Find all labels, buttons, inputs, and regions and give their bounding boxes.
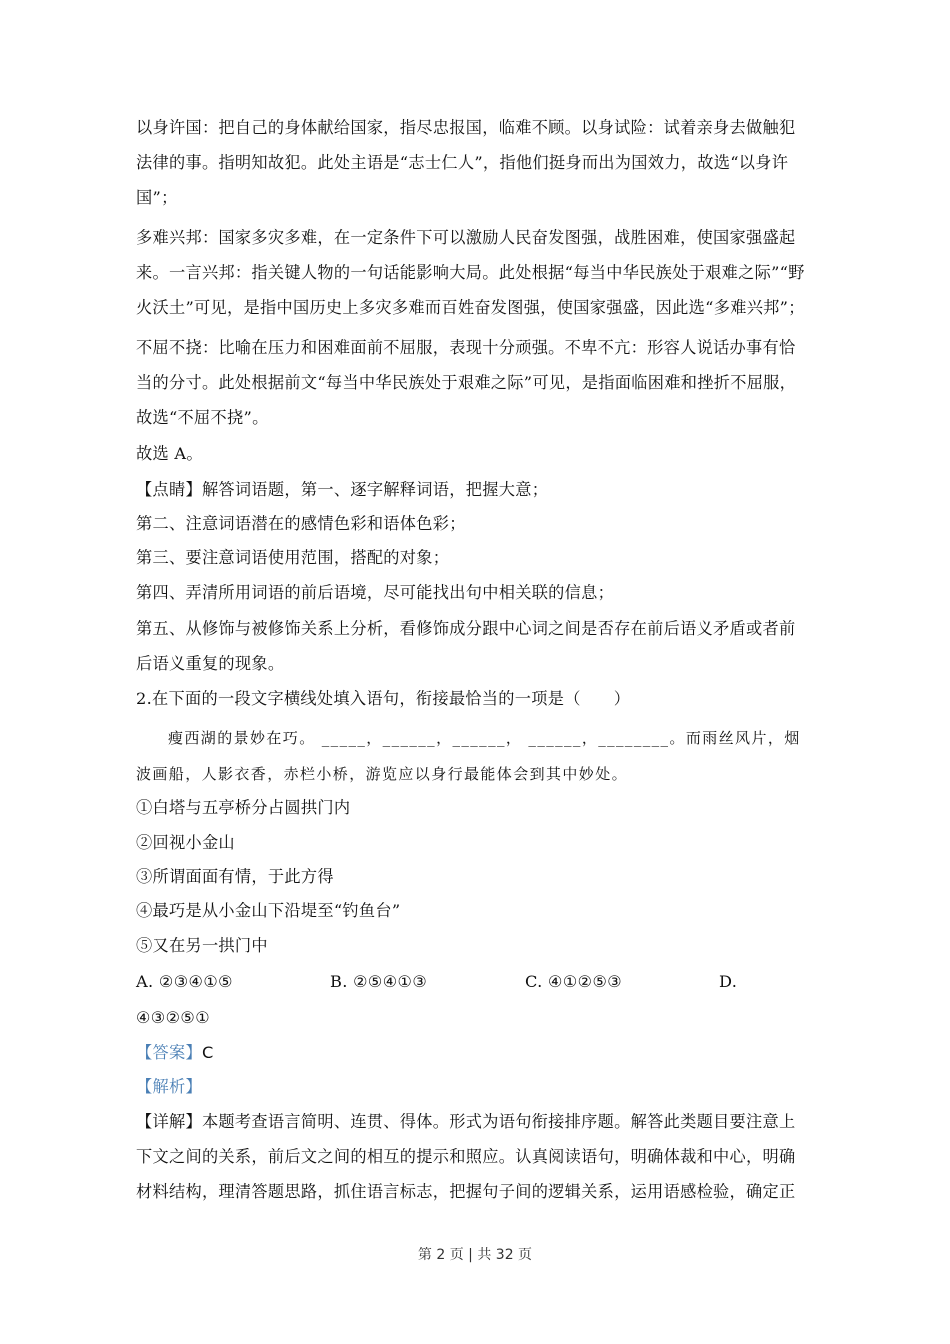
text-line: 多难兴邦：国家多灾多难，在一定条件下可以激励人民奋发图强，战胜困难，使国家强盛起 [136, 228, 796, 247]
text-line: 第二、注意词语潜在的感情色彩和语体色彩； [136, 514, 466, 533]
text-line: 来。一言兴邦：指关键人物的一句话能影响大局。此处根据“每当中华民族处于艰难之际”“野 [136, 263, 805, 282]
option-c: C. ④①②⑤③ [525, 972, 623, 991]
text-line: 法律的事。指明知故犯。此处主语是“志士仁人”，指他们挺身而出为国效力，故选“以身许 [136, 153, 789, 172]
answer-line [136, 1043, 214, 1063]
text-line: 后语义重复的现象。 [136, 654, 285, 673]
analysis-line: 材料结构，理清答题思路，抓住语言标志，把握句子间的逻辑关系，运用语感检验，确定正 [136, 1182, 796, 1201]
answer-label: 【答案】 [136, 1043, 202, 1062]
options-row [136, 972, 836, 992]
tip-heading-line: 【点睛】解答词语题，第一、逐字解释词语，把握大意； [136, 480, 549, 499]
text-line: 第三、要注意词语使用范围，搭配的对象； [136, 548, 450, 567]
option-b: B. ②⑤④①③ [330, 972, 428, 991]
question-stem: 2.在下面的一段文字横线处填入语句，衔接最恰当的一项是（ ） [136, 689, 631, 708]
answer-value: C [201, 1043, 214, 1062]
passage-line: 波画船，人影衣香，赤栏小桥，游览应以身行最能体会到其中妙处。 [136, 765, 629, 783]
analysis-line: 下文之间的关系，前后文之间的相互的提示和照应。认真阅读语句，明确体裁和中心，明确 [136, 1147, 796, 1166]
text-line: 当的分寸。此处根据前文“每当中华民族处于艰难之际”可见，是指面临困难和挫折不屈服， [136, 373, 797, 392]
text-line: 故选 A。 [136, 444, 203, 463]
option-a: A. ②③④①⑤ [136, 972, 233, 991]
text-line: 第五、从修饰与被修饰关系上分析，看修饰成分跟中心词之间是否存在前后语义矛盾或者前 [136, 619, 796, 638]
question-item: ③所谓面面有情，于此方得 [136, 867, 334, 886]
text-line: 第四、弄清所用词语的前后语境，尽可能找出句中相关联的信息； [136, 583, 615, 602]
text-line: 以身许国：把自己的身体献给国家，指尽忠报国，临难不顾。以身试险：试着亲身去做触犯 [136, 118, 796, 137]
analysis-label: 【解析】 [136, 1077, 202, 1096]
text-line: 故选“不屈不挠”。 [136, 408, 269, 427]
passage-line: 瘦西湖的景妙在巧。 _____，______，______， ______，________。而雨丝风片，烟 [168, 729, 801, 747]
question-item: ②回视小金山 [136, 833, 235, 852]
page-footer: 第 2 页 | 共 32 页 [417, 1247, 533, 1263]
question-item: ⑤又在另一拱门中 [136, 936, 268, 955]
text-line: 火沃土”可见，是指中国历史上多灾多难而百姓奋发图强，使国家强盛，因此选“多难兴邦”； [136, 298, 805, 317]
question-item: ④最巧是从小金山下沿堤至“钓鱼台” [136, 901, 401, 920]
option-d: D. [719, 972, 738, 991]
text-line: 不屈不挠：比喻在压力和困难面前不屈服，表现十分顽强。不卑不亢：形容人说话办事有恰 [136, 338, 796, 357]
question-item: ①白塔与五亭桥分占圆拱门内 [136, 798, 351, 817]
text-line: 国”； [136, 188, 178, 207]
analysis-line: 【详解】本题考查语言简明、连贯、得体。形式为语句衔接排序题。解答此类题目要注意上 [136, 1112, 796, 1131]
option-d-value: ④③②⑤① [136, 1008, 211, 1027]
